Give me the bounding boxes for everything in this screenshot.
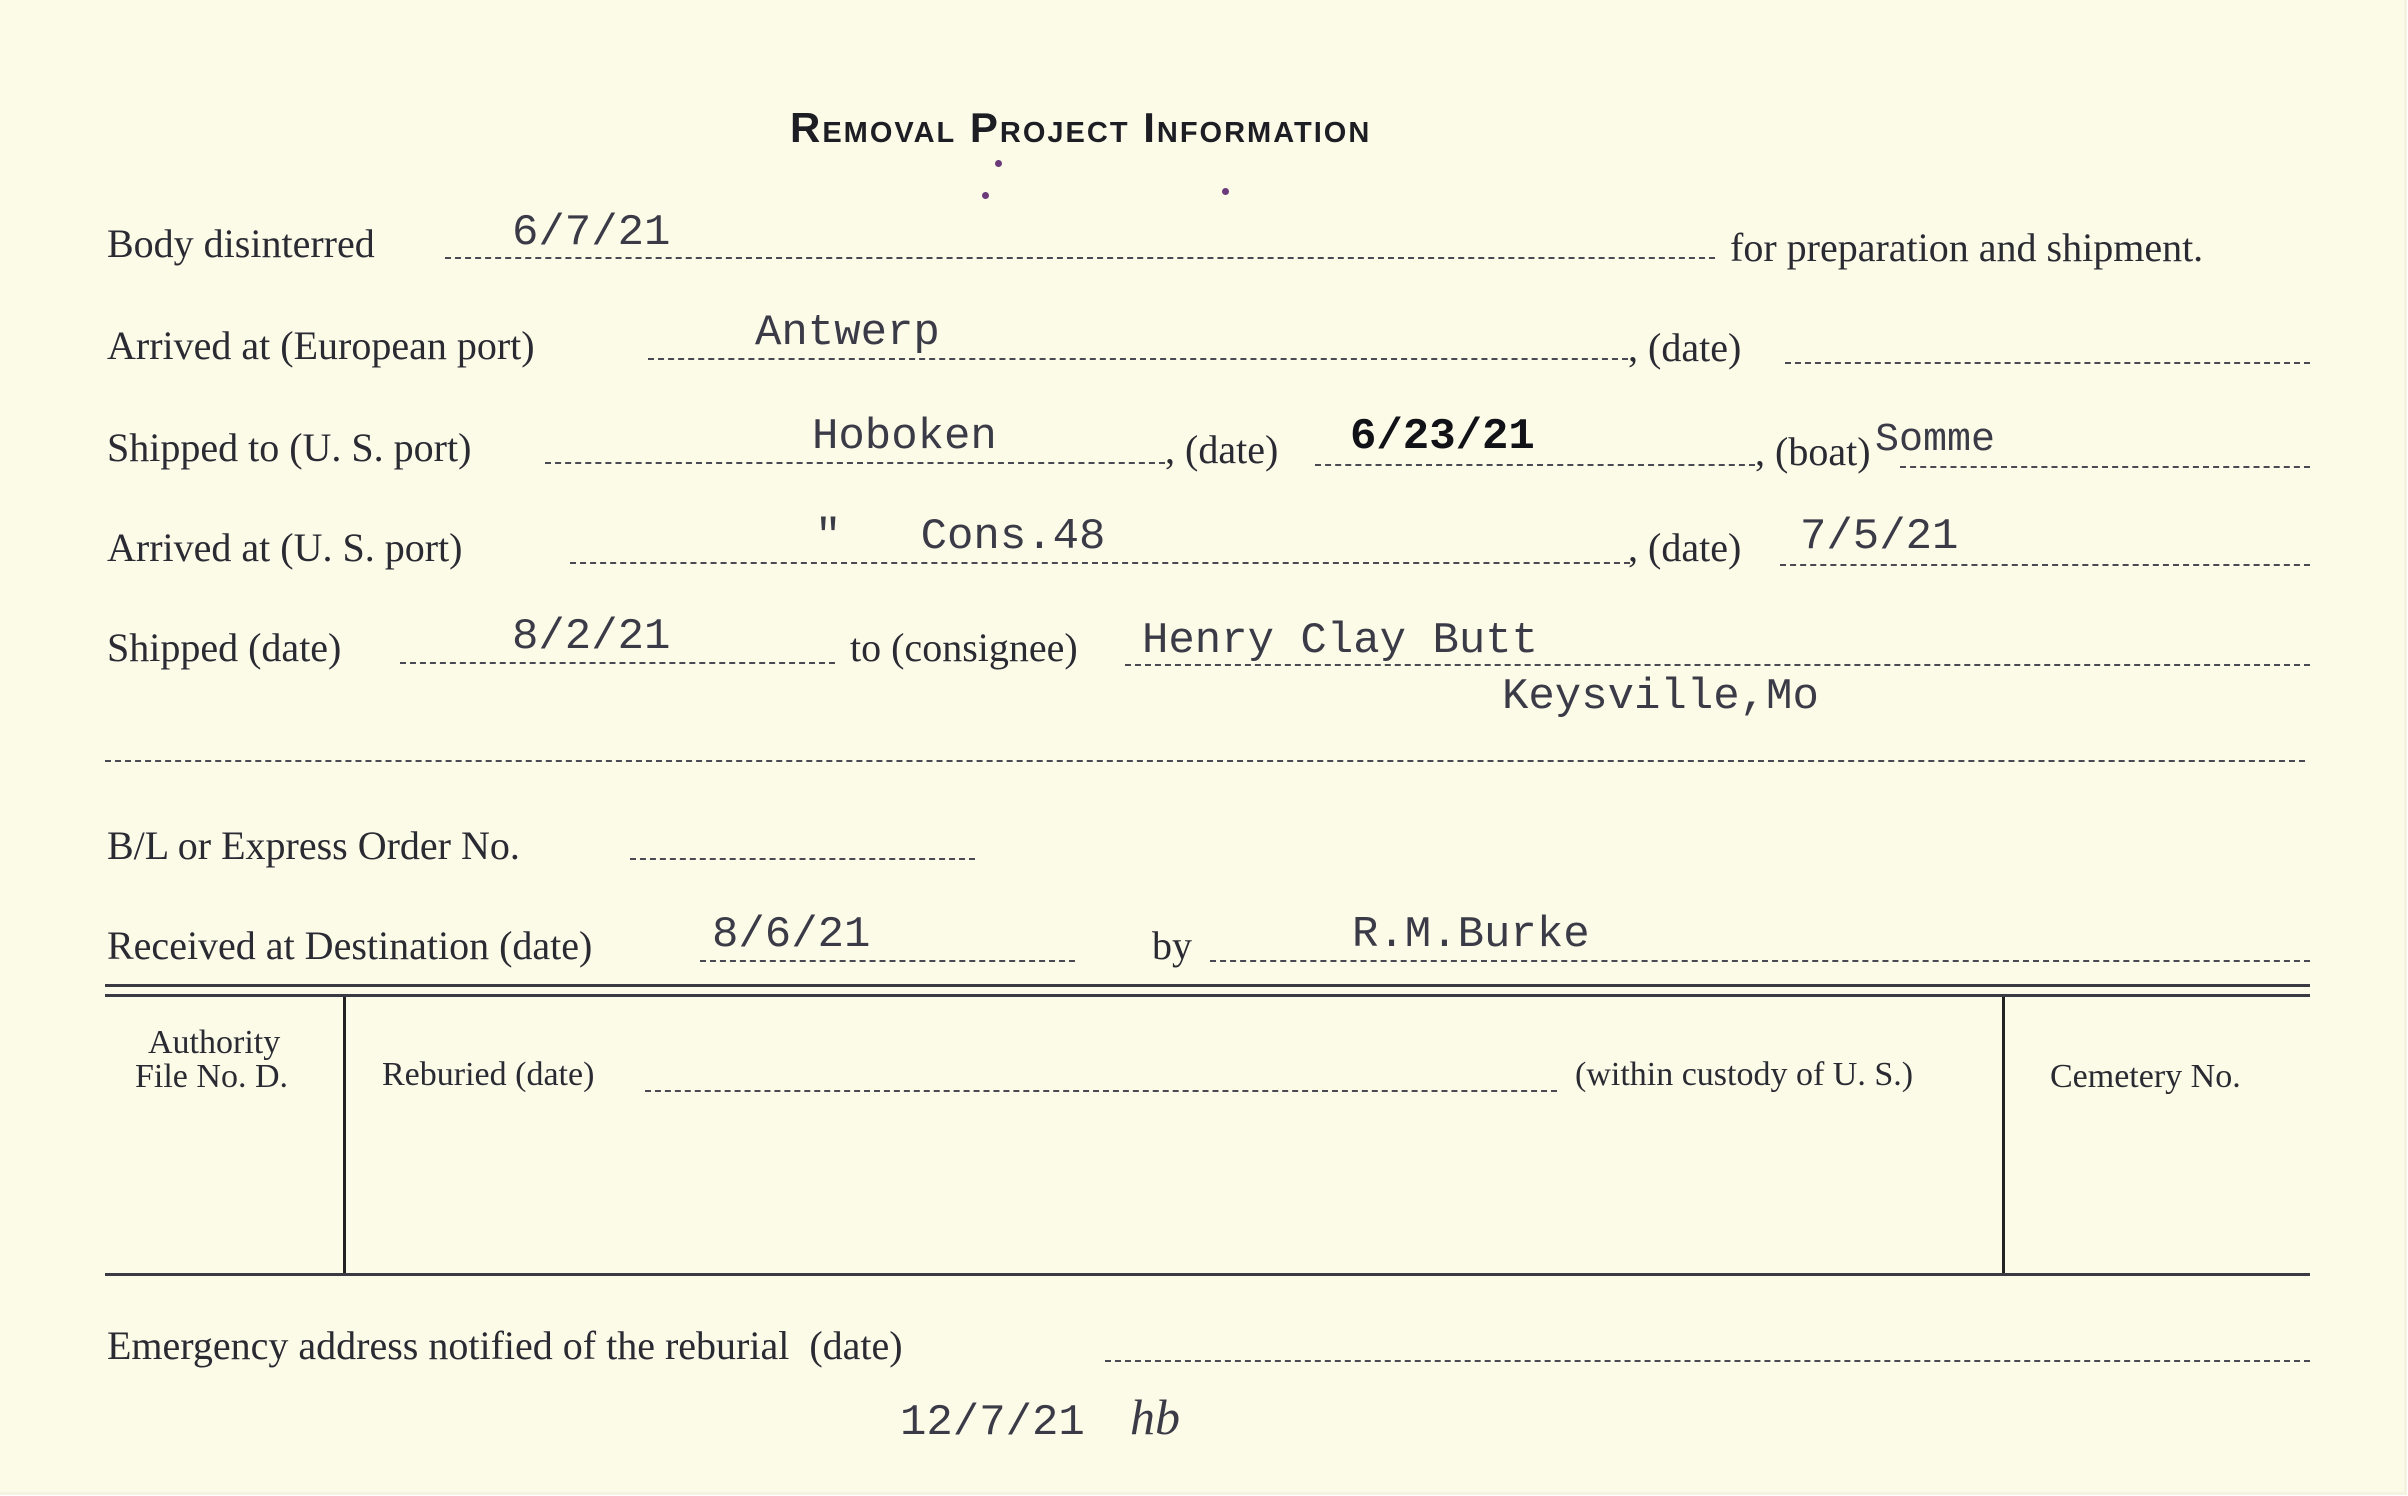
received-date-line bbox=[700, 960, 1075, 962]
bl-order-label: B/L or Express Order No. bbox=[107, 823, 520, 868]
ink-speck bbox=[1222, 188, 1229, 195]
cemetery-label: Cemetery No. bbox=[2050, 1058, 2241, 1095]
shipped-date-value: 8/2/21 bbox=[512, 612, 671, 662]
consignee-address: Keysville,Mo bbox=[1502, 672, 1819, 722]
shipped-us-boat-value: Somme bbox=[1875, 418, 1996, 463]
bl-order-line bbox=[630, 858, 975, 860]
authority-label-line1: Authority bbox=[148, 1024, 281, 1061]
body-disinterred-suffix: for preparation and shipment. bbox=[1730, 225, 2204, 270]
shipped-us-boat-line bbox=[1900, 466, 2310, 468]
card-title: Removal Project Information bbox=[790, 104, 1372, 151]
custody-label: (within custody of U. S.) bbox=[1575, 1056, 1914, 1093]
shipped-us-port-label: Shipped to (U. S. port) bbox=[107, 425, 472, 470]
body-disinterred-value: 6/7/21 bbox=[512, 208, 671, 258]
arrived-european-date-line bbox=[1785, 362, 2310, 364]
reburied-label: Reburied (date) bbox=[382, 1056, 595, 1093]
emergency-date-value: 12/7/21 bbox=[900, 1398, 1085, 1448]
received-date-value: 8/6/21 bbox=[712, 910, 871, 960]
arrived-us-date-line bbox=[1780, 564, 2310, 566]
shipped-us-boat-label: , (boat) bbox=[1755, 429, 1871, 474]
arrived-european-label: Arrived at (European port) bbox=[107, 323, 535, 368]
table-divider-right bbox=[2002, 997, 2005, 1274]
received-label: Received at Destination (date) bbox=[107, 923, 593, 968]
arrived-us-date-value: 7/5/21 bbox=[1800, 512, 1959, 562]
shipped-us-date-line bbox=[1315, 464, 1755, 466]
double-rule-bottom bbox=[105, 994, 2310, 997]
received-by-label: by bbox=[1152, 923, 1192, 968]
arrived-us-port-value: " Cons.48 bbox=[815, 512, 1106, 562]
table-divider-left bbox=[343, 997, 346, 1274]
reburied-line bbox=[645, 1090, 1557, 1092]
received-by-value: R.M.Burke bbox=[1352, 910, 1590, 960]
arrived-us-date-label: , (date) bbox=[1628, 525, 1742, 570]
shipped-us-port-value: Hoboken bbox=[812, 412, 997, 462]
shipped-date-line bbox=[400, 662, 835, 664]
double-rule-top bbox=[105, 984, 2310, 987]
ink-speck bbox=[995, 160, 1002, 167]
authority-label-line2: File No. D. bbox=[135, 1058, 288, 1095]
blank-line bbox=[105, 760, 2305, 762]
shipped-us-port-line bbox=[545, 462, 1165, 464]
consignee-name: Henry Clay Butt bbox=[1142, 616, 1539, 666]
shipped-us-date-value: 6/23/21 bbox=[1350, 412, 1535, 462]
consignee-label: to (consignee) bbox=[850, 625, 1078, 670]
emergency-line bbox=[1105, 1360, 2310, 1362]
shipped-us-date-label: , (date) bbox=[1165, 427, 1279, 472]
table-bottom-rule bbox=[105, 1273, 2310, 1276]
body-disinterred-label: Body disinterred bbox=[107, 221, 375, 266]
emergency-initials: hb bbox=[1130, 1389, 1180, 1445]
ink-speck bbox=[982, 192, 989, 199]
arrived-us-port-label: Arrived at (U. S. port) bbox=[107, 525, 463, 570]
arrived-european-line bbox=[648, 358, 1628, 360]
emergency-label: Emergency address notified of the reburial (date) bbox=[107, 1323, 903, 1368]
arrived-us-port-line bbox=[570, 562, 1630, 564]
received-by-line bbox=[1210, 960, 2310, 962]
shipped-date-label: Shipped (date) bbox=[107, 625, 342, 670]
arrived-european-port-value: Antwerp bbox=[755, 308, 940, 358]
arrived-european-date-label: , (date) bbox=[1628, 325, 1742, 370]
